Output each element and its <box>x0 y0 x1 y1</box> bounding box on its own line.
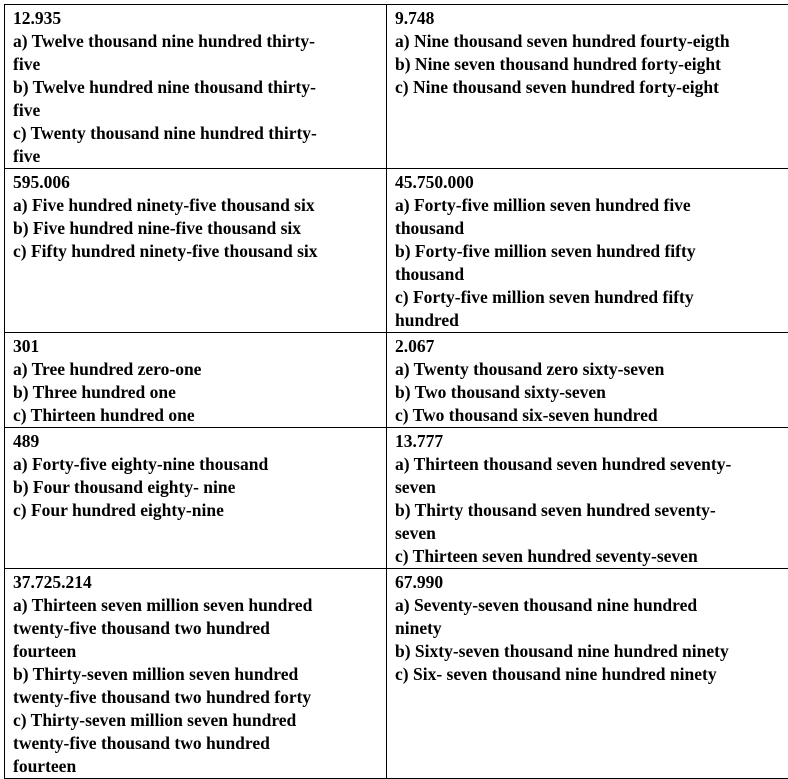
question-number: 2.067 <box>395 335 788 358</box>
answer-option-line: a) Seventy-seven thousand nine hundred <box>395 594 788 617</box>
question-number: 45.750.000 <box>395 171 788 194</box>
question-number: 489 <box>13 430 380 453</box>
quiz-row <box>5 333 788 428</box>
answer-option-line: a) Tree hundred zero-one <box>13 358 380 381</box>
answer-option-line: thousand <box>395 217 788 240</box>
answer-option-line: b) Thirty-seven million seven hundred <box>13 663 380 686</box>
question-number: 595.006 <box>13 171 380 194</box>
answer-option-line: b) Five hundred nine-five thousand six <box>13 217 380 240</box>
question-cell <box>387 333 788 428</box>
answer-option-line: fourteen <box>13 755 380 778</box>
answer-option-line: a) Thirteen thousand seven hundred seventy- <box>395 453 788 476</box>
answer-option-line: a) Twelve thousand nine hundred thirty- <box>13 30 380 53</box>
answer-option-line: five <box>13 53 380 76</box>
answer-option-line: c) Thirteen seven hundred seventy-seven <box>395 545 788 568</box>
answer-option-line: thousand <box>395 263 788 286</box>
quiz-row <box>5 5 788 169</box>
answer-option-line: a) Nine thousand seven hundred fourty-eigth <box>395 30 788 53</box>
answer-option-line: twenty-five thousand two hundred <box>13 732 380 755</box>
answer-option-line: c) Fifty hundred ninety-five thousand six <box>13 240 380 263</box>
answer-option-line: b) Sixty-seven thousand nine hundred ninety <box>395 640 788 663</box>
answer-option-line: c) Forty-five million seven hundred fifty <box>395 286 788 309</box>
answer-option-line: b) Nine seven thousand hundred forty-eight <box>395 53 788 76</box>
answer-option-line: b) Three hundred one <box>13 381 380 404</box>
answer-option-line: hundred <box>395 309 788 332</box>
question-cell <box>387 169 788 333</box>
answer-option-line: c) Thirteen hundred one <box>13 404 380 427</box>
question-cell <box>5 169 387 333</box>
quiz-row <box>5 169 788 333</box>
answer-option-line: a) Five hundred ninety-five thousand six <box>13 194 380 217</box>
answer-option-line: twenty-five thousand two hundred <box>13 617 380 640</box>
answer-option-line: five <box>13 145 380 168</box>
answer-option-line: b) Two thousand sixty-seven <box>395 381 788 404</box>
answer-option-line: seven <box>395 476 788 499</box>
quiz-row <box>5 569 788 779</box>
question-cell <box>5 333 387 428</box>
answer-option-line: c) Four hundred eighty-nine <box>13 499 380 522</box>
answer-option-line: c) Twenty thousand nine hundred thirty- <box>13 122 380 145</box>
answer-option-line: a) Forty-five eighty-nine thousand <box>13 453 380 476</box>
question-cell <box>5 428 387 569</box>
answer-option-line: b) Forty-five million seven hundred fifty <box>395 240 788 263</box>
question-number: 12.935 <box>13 7 380 30</box>
answer-option-line: c) Thirty-seven million seven hundred <box>13 709 380 732</box>
answer-option-line: a) Twenty thousand zero sixty-seven <box>395 358 788 381</box>
question-cell <box>5 569 387 779</box>
question-number: 9.748 <box>395 7 788 30</box>
question-cell <box>5 5 387 169</box>
question-cell <box>387 569 788 779</box>
question-cell <box>387 5 788 169</box>
answer-option-line: fourteen <box>13 640 380 663</box>
answer-option-line: seven <box>395 522 788 545</box>
answer-option-line: c) Six- seven thousand nine hundred ninety <box>395 663 788 686</box>
number-words-quiz-table <box>4 4 788 779</box>
answer-option-line: a) Thirteen seven million seven hundred <box>13 594 380 617</box>
quiz-row <box>5 428 788 569</box>
answer-option-line: twenty-five thousand two hundred forty <box>13 686 380 709</box>
answer-option-line: a) Forty-five million seven hundred five <box>395 194 788 217</box>
answer-option-line: b) Four thousand eighty- nine <box>13 476 380 499</box>
question-number: 37.725.214 <box>13 571 380 594</box>
answer-option-line: b) Thirty thousand seven hundred seventy- <box>395 499 788 522</box>
answer-option-line: ninety <box>395 617 788 640</box>
question-number: 13.777 <box>395 430 788 453</box>
question-number: 67.990 <box>395 571 788 594</box>
answer-option-line: b) Twelve hundred nine thousand thirty- <box>13 76 380 99</box>
answer-option-line: c) Two thousand six-seven hundred <box>395 404 788 427</box>
question-cell <box>387 428 788 569</box>
answer-option-line: c) Nine thousand seven hundred forty-eight <box>395 76 788 99</box>
answer-option-line: five <box>13 99 380 122</box>
question-number: 301 <box>13 335 380 358</box>
